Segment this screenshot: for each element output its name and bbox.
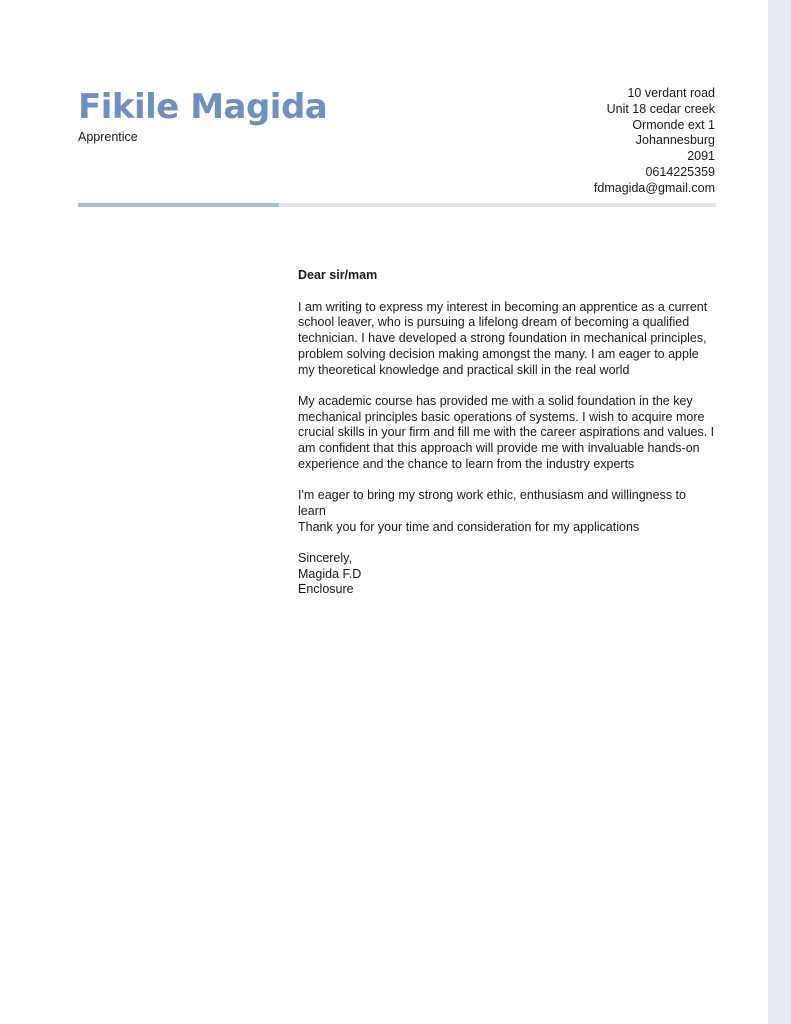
viewer-scroll-track[interactable]: [768, 0, 791, 1024]
letter-signoff: [298, 551, 716, 598]
address-postal-code: 2091: [687, 149, 715, 164]
letter-paragraph-closing: [298, 488, 716, 535]
address-city: Johannesburg: [635, 133, 715, 148]
letter-body: [298, 268, 716, 598]
letter-signature: Magida F.D: [298, 566, 362, 581]
contact-phone: 0614225359: [645, 164, 715, 179]
contact-email: fdmagida@gmail.com: [593, 180, 715, 195]
letter-closing: Sincerely,: [298, 550, 352, 565]
letter-paragraph-intro: I am writing to express my interest in becoming an apprentice as a current school leaver, who is pursuing a lifelong dream of becoming a qualified technician. I have developed a strong foundation in mechanical principles, problem solving decision making amongst the many. I am eager to apple my theoretical knowledge and practical skill in the real world: [298, 299, 708, 377]
address-street: 10 verdant road: [627, 86, 715, 100]
header-divider-accent: [78, 203, 279, 207]
letter-eager-line: I'm eager to bring my strong work ethic, enthusiasm and willingness to learn: [298, 488, 686, 518]
contact-block: [594, 86, 715, 197]
letter-enclosure: Enclosure: [298, 582, 354, 597]
address-suburb: Ormonde ext 1: [632, 117, 715, 132]
letter-paragraph-academic: My academic course has provided me with a solid foundation in the key mechanical principles basic operations of systems. I wish to acquire more crucial skills in your firm and fill me with the career aspirations and values. I am confident that this approach will provide me with invaluable hands-on experience and the chance to learn from the industry experts: [298, 393, 715, 471]
address-unit: Unit 18 cedar creek: [606, 101, 715, 116]
applicant-name: Fikile Magida: [78, 87, 328, 127]
letter-salutation: Dear sir/mam: [298, 268, 378, 282]
applicant-role: Apprentice: [78, 130, 138, 144]
letter-thanks-line: Thank you for your time and consideration for my applications: [298, 519, 640, 534]
